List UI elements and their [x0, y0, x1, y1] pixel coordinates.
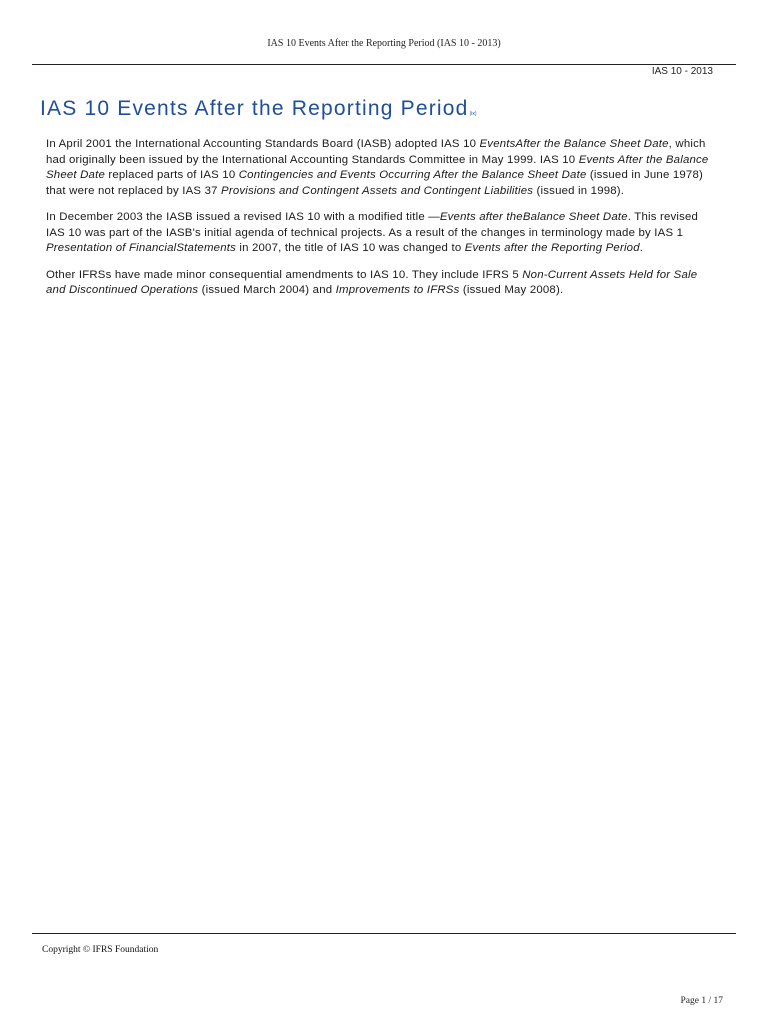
paragraph-text: (issued May 2008). [459, 284, 564, 296]
document-reference: IAS 10 - 2013 [651, 66, 713, 77]
italic-title-reference: Improvements to IFRSs [335, 284, 460, 296]
page-number: Page 1 / 17 [680, 996, 723, 1006]
italic-title-reference: Events after the Reporting Period [464, 242, 640, 254]
paragraph-3 [46, 268, 718, 299]
paragraph-text: in 2007, the title of IAS 10 was changed to [235, 242, 465, 254]
italic-title-reference: Non-Current Assets Held for Sale and Discontinued Operations [46, 268, 698, 296]
italic-title-reference: Presentation of FinancialStatements [46, 242, 236, 254]
paragraph-1 [46, 137, 718, 199]
paragraph-text: . [639, 242, 644, 254]
italic-title-reference: Provisions and Contingent Assets and Contingent Liabilities [221, 184, 534, 197]
title-note-marker: (ix) [469, 111, 477, 117]
paragraph-text: (issued in June 1978) that were not replaced by IAS 37 [46, 169, 703, 197]
italic-title-reference: Events after theBalance Sheet Date [439, 211, 628, 223]
body-text [46, 137, 718, 310]
italic-title-reference: EventsAfter the Balance Sheet Date [479, 138, 669, 150]
footer-divider [32, 933, 736, 934]
italic-title-reference: Events After the Balance Sheet Date [46, 153, 709, 181]
page-title [40, 97, 477, 121]
paragraph-text: , which had originally been issued by the International Accounting Standards Committee in May 1999. IAS 10 [46, 138, 706, 166]
page-title-text: IAS 10 Events After the Reporting Period [40, 97, 469, 120]
paragraph-text: In December 2003 the IASB issued a revised IAS 10 with a modified title — [46, 211, 440, 223]
paragraph-text: (issued March 2004) and [198, 284, 336, 296]
paragraph-text: replaced parts of IAS 10 [105, 169, 239, 181]
copyright-notice: Copyright © IFRS Foundation [42, 945, 159, 955]
paragraph-text: Other IFRSs have made minor consequential amendments to IAS 10. They include IFRS 5 [46, 268, 523, 281]
paragraph-text: (issued in 1998). [533, 184, 625, 197]
paragraph-text: In April 2001 the International Accounting Standards Board (IASB) adopted IAS 10 [46, 138, 480, 150]
paragraph-2 [46, 210, 718, 257]
paragraph-text: . This revised IAS 10 was part of the IASB's initial agenda of technical projects. As a result of the changes in terminology made by IAS 1 [46, 211, 699, 239]
italic-title-reference: Contingencies and Events Occurring After the Balance Sheet Date [238, 169, 587, 181]
header-divider [32, 64, 736, 65]
running-header: IAS 10 Events After the Reporting Period (IAS 10 - 2013) [267, 38, 501, 49]
